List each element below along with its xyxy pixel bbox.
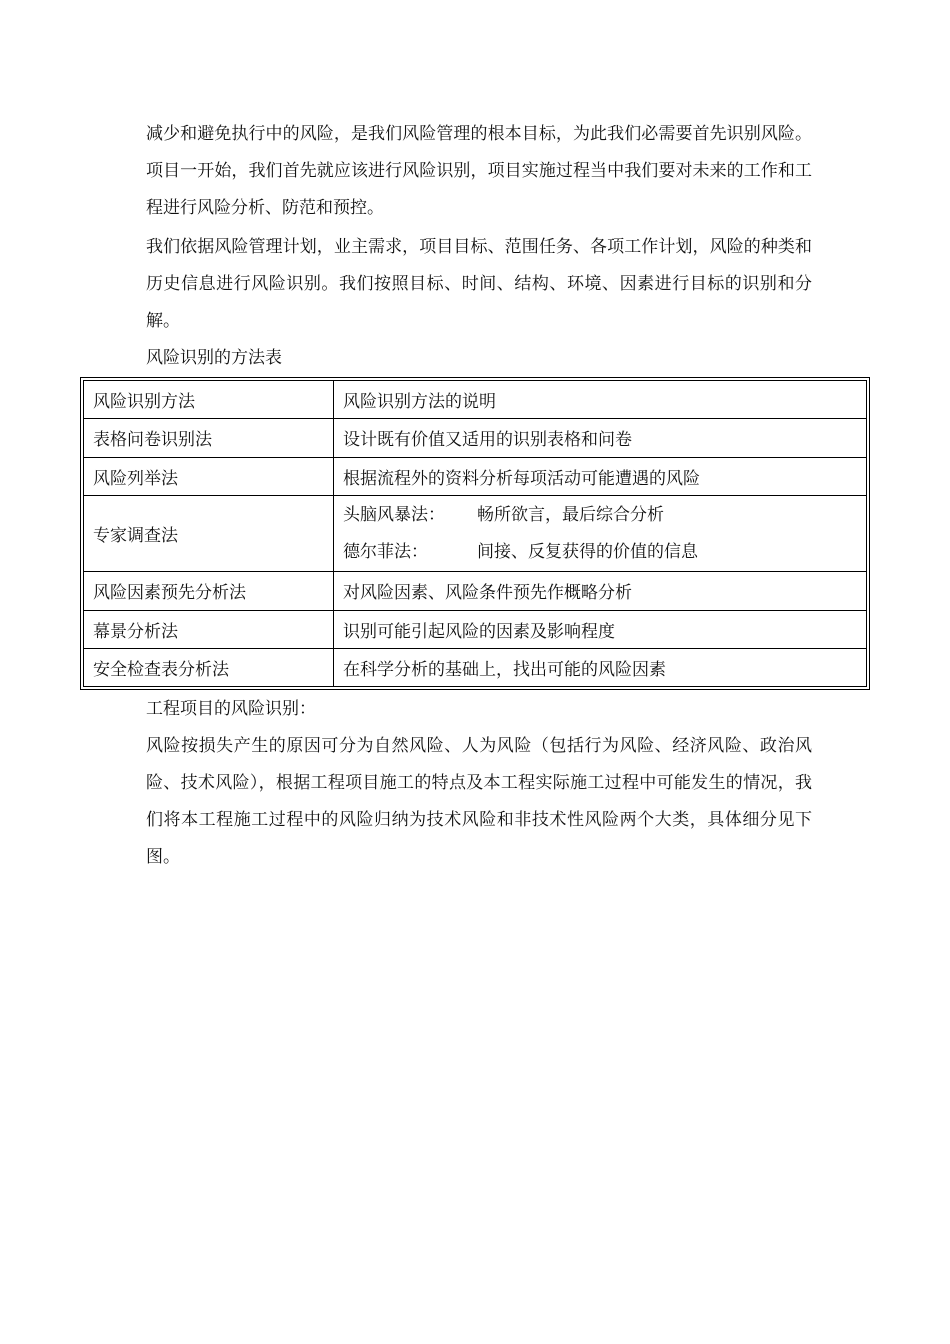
table-row bbox=[84, 572, 867, 610]
sub-method-description: 间接、反复获得的价值的信息 bbox=[477, 541, 698, 562]
methods-table-frame bbox=[80, 377, 870, 690]
table-row bbox=[84, 457, 867, 495]
method-cell: 幕景分析法 bbox=[84, 610, 334, 648]
table-row bbox=[84, 419, 867, 457]
description-cell: 设计既有价值又适用的识别表格和问卷 bbox=[334, 419, 867, 457]
table-row bbox=[84, 610, 867, 648]
header-cell-method: 风险识别方法 bbox=[84, 381, 334, 419]
table-row bbox=[84, 495, 867, 572]
description-cell: 在科学分析的基础上，找出可能的风险因素 bbox=[334, 648, 867, 686]
risk-identification-methods-table bbox=[83, 380, 867, 687]
method-cell: 专家调查法 bbox=[84, 495, 334, 572]
sub-method-description: 畅所欲言，最后综合分析 bbox=[477, 504, 664, 525]
section-heading: 工程项目的风险识别： bbox=[146, 699, 316, 719]
basis-paragraph: 我们依据风险管理计划，业主需求，项目目标、范围任务、各项工作计划，风险的种类和历史信息进行风险识别。我们按照目标、时间、结构、环境、因素进行目标的识别和分解。 bbox=[146, 237, 812, 331]
classification-paragraph: 风险按损失产生的原因可分为自然风险、人为风险（包括行为风险、经济风险、政治风险、技术风险），根据工程项目施工的特点及本工程实际施工过程中可能发生的情况，我们将本工程施工过程中的风险归纳为技术风险和非技术性风险两个大类，具体细分见下图。 bbox=[146, 736, 812, 867]
method-cell: 风险因素预先分析法 bbox=[84, 572, 334, 610]
method-cell: 安全检查表分析法 bbox=[84, 648, 334, 686]
sub-method-name: 德尔菲法： bbox=[343, 541, 428, 562]
description-cell-split bbox=[334, 495, 867, 572]
header-cell-description: 风险识别方法的说明 bbox=[334, 381, 867, 419]
sub-method-name: 头脑风暴法： bbox=[343, 504, 445, 525]
table-caption: 风险识别的方法表 bbox=[146, 348, 282, 368]
sub-method-line bbox=[343, 534, 857, 571]
table-row bbox=[84, 648, 867, 686]
description-cell: 对风险因素、风险条件预先作概略分析 bbox=[334, 572, 867, 610]
description-cell: 根据流程外的资料分析每项活动可能遭遇的风险 bbox=[334, 457, 867, 495]
method-cell: 风险列举法 bbox=[84, 457, 334, 495]
sub-method-line bbox=[343, 497, 857, 534]
description-cell: 识别可能引起风险的因素及影响程度 bbox=[334, 610, 867, 648]
table-header-row bbox=[84, 381, 867, 419]
method-cell: 表格问卷识别法 bbox=[84, 419, 334, 457]
intro-paragraph: 减少和避免执行中的风险，是我们风险管理的根本目标，为此我们必需要首先识别风险。项目一开始，我们首先就应该进行风险识别，项目实施过程当中我们要对未来的工作和工程进行风险分析、防范和预控。 bbox=[146, 124, 812, 218]
